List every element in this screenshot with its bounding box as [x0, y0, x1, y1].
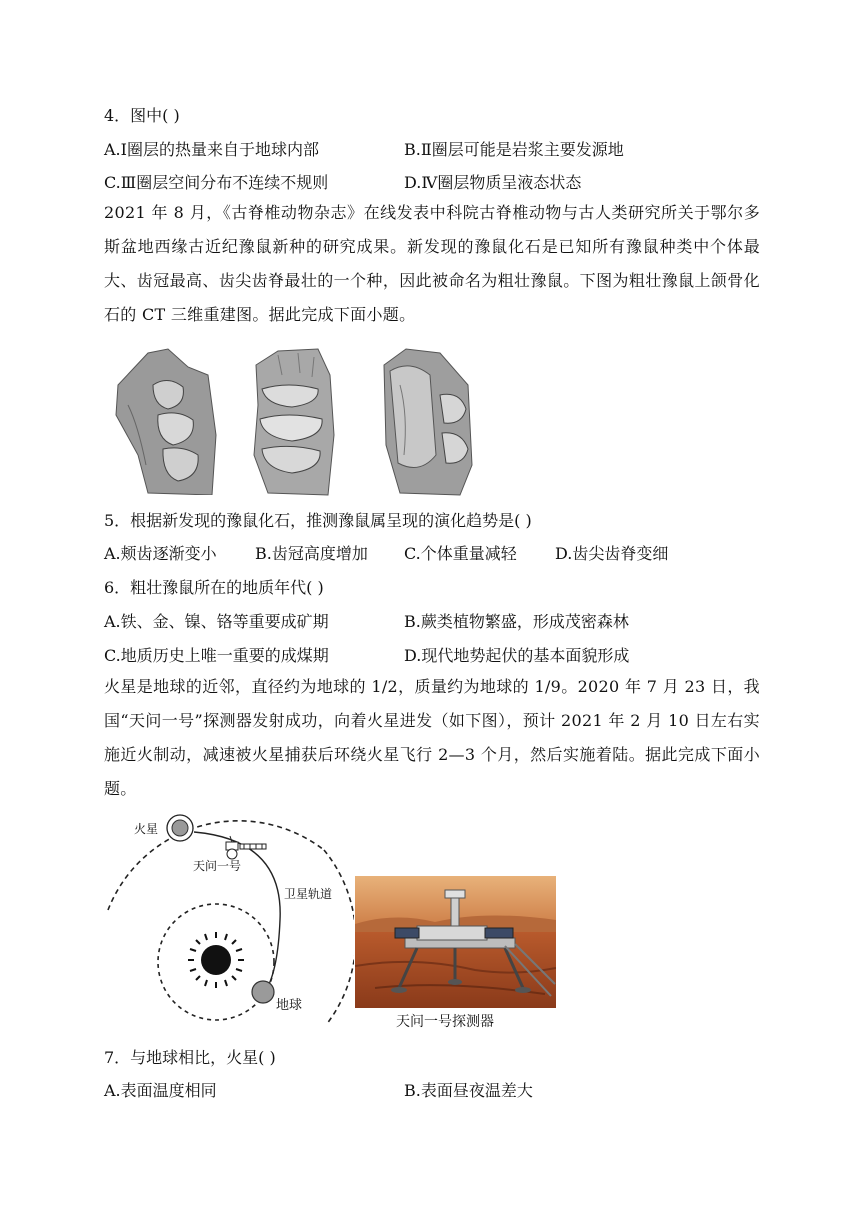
label-earth: 地球: [276, 998, 303, 1013]
q6-option-c: C.地质历史上唯一重要的成煤期: [104, 646, 329, 665]
q5-option-d: D.齿尖齿脊变细: [555, 544, 669, 563]
q5-option-c: C.个体重量减轻: [404, 544, 517, 563]
sun-icon: [188, 932, 244, 988]
question-5-stem: 5．根据新发现的豫鼠化石，推测豫鼠属呈现的演化趋势是( ): [104, 511, 532, 530]
q7-option-b: B.表面昼夜温差大: [404, 1081, 533, 1100]
mars-planet: [172, 820, 188, 836]
q5-option-b: B.齿冠高度增加: [255, 544, 368, 563]
mars-orbit-right: [324, 850, 354, 1025]
fossil-image-occlusal: [108, 345, 218, 495]
fossil-image-lingual: [380, 345, 474, 497]
label-orbit: 卫星轨道: [284, 887, 333, 901]
question-4-stem: 4．图中( ): [104, 106, 180, 125]
question-6-stem: 6．粗壮豫鼠所在的地质年代( ): [104, 578, 324, 597]
q7-option-a: A.表面温度相同: [104, 1081, 217, 1100]
mars-transfer-orbit-diagram: [104, 810, 354, 1035]
q6-option-d: D.现代地势起伏的基本面貌形成: [404, 646, 630, 665]
passage-fossil: 2021 年 8 月，《古脊椎动物杂志》在线发表中科院古脊椎动物与古人类研究所关于鄂尔多斯盆地西缘古近纪豫鼠新种的研究成果。新发现的豫鼠化石是已知所有豫鼠种类中个体最大、齿冠最高、齿尖齿脊最壮的一个种，因此被命名为粗壮豫鼠。下图为粗壮豫鼠上颌骨化石的 CT 三维重建图。据此完成下面小题。: [104, 203, 760, 324]
photo-caption: 天问一号探测器: [396, 1014, 494, 1030]
q4-option-b: B.Ⅱ圈层可能是岩浆主要发源地: [404, 140, 624, 159]
q6-option-a: A.铁、金、镍、铬等重要成矿期: [104, 612, 329, 631]
label-mars: 火星: [134, 822, 159, 836]
q4-option-c: C.Ⅲ圈层空间分布不连续不规则: [104, 173, 329, 192]
label-probe: 天问一号: [193, 859, 242, 873]
q4-option-d: D.Ⅳ圈层物质呈液态状态: [404, 173, 582, 192]
q4-option-a: A.Ⅰ圈层的热量来自于地球内部: [104, 140, 319, 159]
tianwen-probe-photo: [355, 876, 556, 1008]
fossil-image-lateral: [248, 345, 338, 497]
question-7-stem: 7．与地球相比，火星( ): [104, 1048, 276, 1067]
passage-mars: 火星是地球的近邻，直径约为地球的 1/2，质量约为地球的 1/9。2020 年 7 月 23 日，我国“天问一号”探测器发射成功，向着火星进发（如下图），预计 2021 年 2 月 10 日左右实施近火制动，减速被火星捕获后环绕火星飞行 2—3 个月，然后实施着陆。据此完成下面小题。: [104, 677, 760, 798]
earth-planet: [252, 981, 274, 1003]
q6-option-b: B.蕨类植物繁盛，形成茂密森林: [404, 612, 629, 631]
q5-option-a: A.颊齿逐渐变小: [104, 544, 217, 563]
